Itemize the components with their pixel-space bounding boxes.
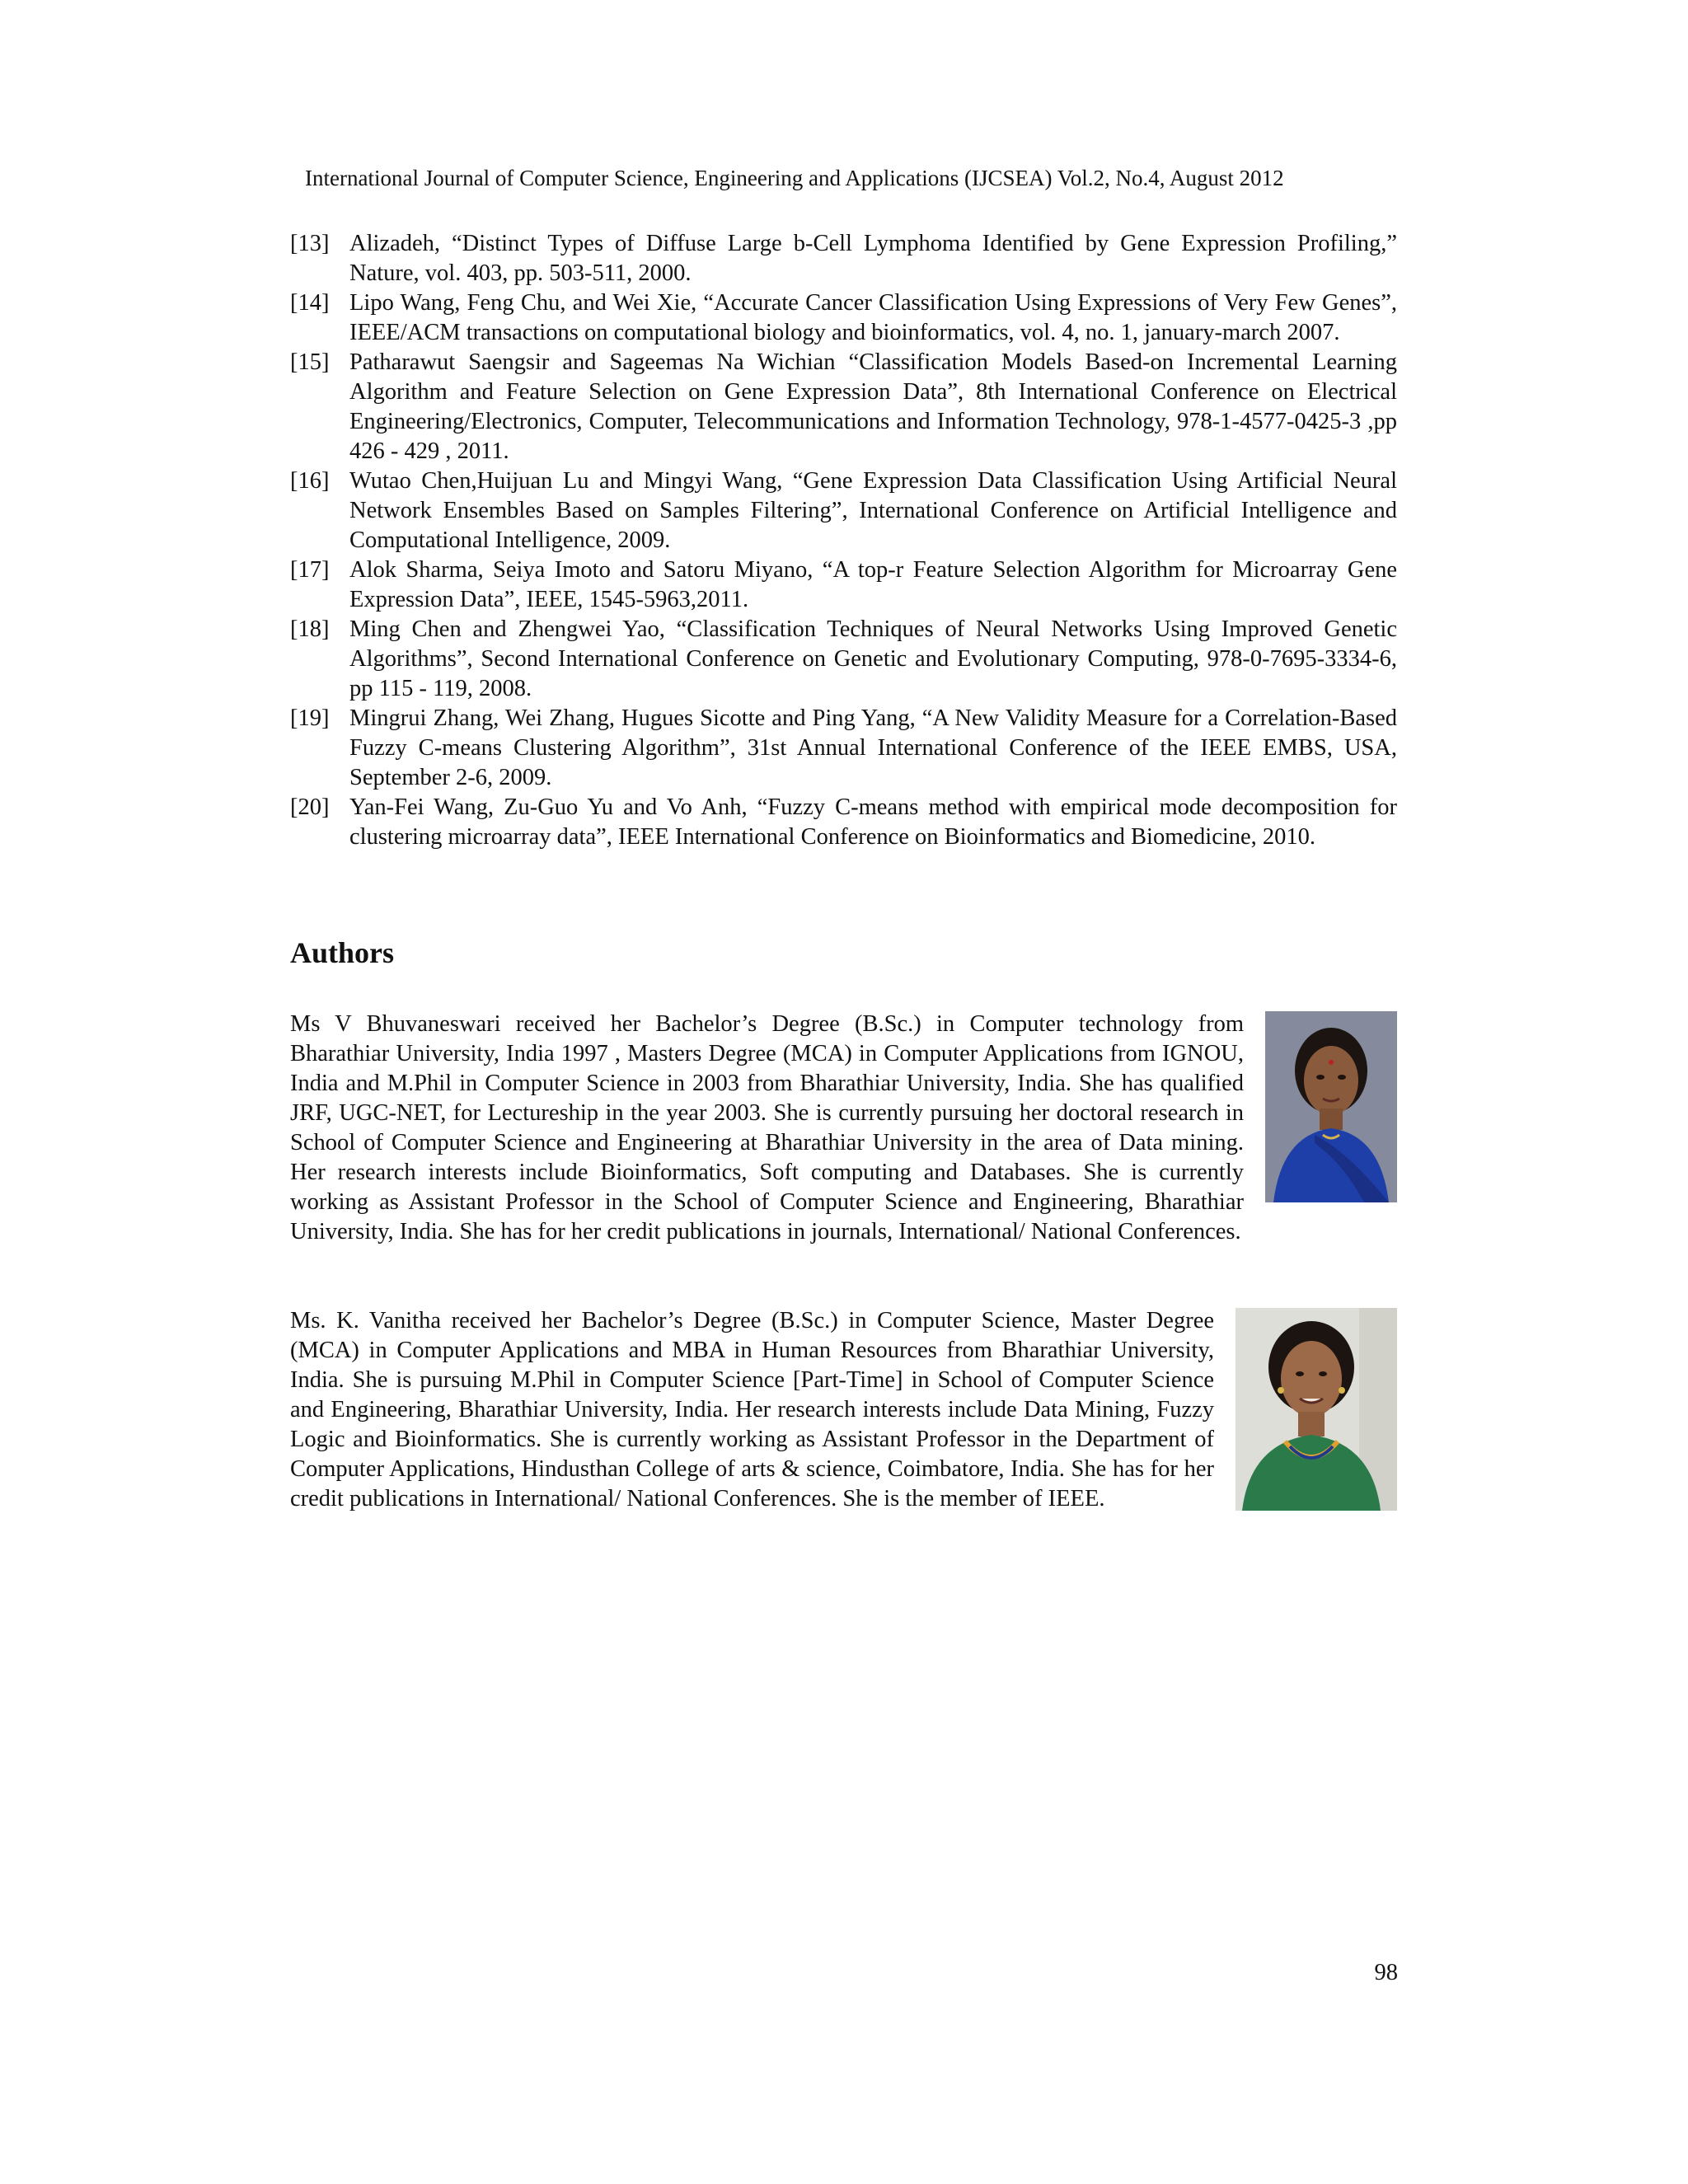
reference-number: [14] — [290, 290, 330, 316]
reference-item — [290, 348, 1397, 466]
reference-number: [19] — [290, 705, 330, 731]
reference-text: Wutao Chen,Huijuan Lu and Mingyi Wang, “Gene Expression Data Classification Using Artificial Neural Network Ensembles Based on Samples Filtering”, International Conference on Artificial Intelligence and Computational Intelligence, 2009. — [349, 468, 1397, 553]
author-photo-vanitha — [1236, 1308, 1397, 1511]
reference-number: [20] — [290, 794, 330, 820]
reference-item — [290, 793, 1397, 852]
reference-item — [290, 466, 1397, 555]
reference-text: Lipo Wang, Feng Chu, and Wei Xie, “Accurate Cancer Classification Using Expressions of Very Few Genes”, IEEE/ACM transactions on computational biology and bioinformatics, vol. 4, no. 1, january-march 2007. — [349, 290, 1397, 345]
author-bio-vanitha — [290, 1306, 1397, 1516]
author-bio-text: Ms. K. Vanitha received her Bachelor’s Degree (B.Sc.) in Computer Science, Master Degree (MCA) in Computer Applications and MBA in Human Resources from Bharathiar University, India. She is pursuing M.Phil in Computer Science [Part-Time] in School of Computer Science and Engineering, Bharathiar University, India. Her research interests include Data Mining, Fuzzy Logic and Bioinformatics. She is currently working as Assistant Professor in the Department of Computer Applications, Hindusthan College of arts & science, Coimbatore, India. She has for her credit publications in International/ National Conferences. She is the member of IEEE. — [290, 1308, 1214, 1511]
reference-number: [18] — [290, 616, 330, 642]
reference-list — [290, 229, 1397, 852]
author-bio-text: Ms V Bhuvaneswari received her Bachelor’s Degree (B.Sc.) in Computer technology from Bharathiar University, India 1997 , Masters Degree (MCA) in Computer Applications from IGNOU, India and M.Phil in Computer Science in 2003 from Bharathiar University, India. She has qualified JRF, UGC-NET, for Lectureship in the year 2003. She is currently pursuing her doctoral research in School of Computer Science and Engineering at Bharathiar University in the area of Data mining. Her research interests include Bioinformatics, Soft computing and Databases. She is currently working as Assistant Professor in the School of Computer Science and Engineering, Bharathiar University, India. She has for her credit publications in journals, International/ National Conferences. — [290, 1011, 1244, 1244]
author-bio-bhuvaneswari — [290, 1010, 1397, 1247]
reference-item — [290, 555, 1397, 615]
reference-text: Mingrui Zhang, Wei Zhang, Hugues Sicotte and Ping Yang, “A New Validity Measure for a Correlation-Based Fuzzy C-means Clustering Algorithm”, 31st Annual International Conference of the IEEE EMBS, USA, September 2-6, 2009. — [349, 705, 1397, 790]
reference-text: Ming Chen and Zhengwei Yao, “Classification Techniques of Neural Networks Using Improved Genetic Algorithms”, Second International Conference on Genetic and Evolutionary Computing, 978-0-7695-3334-6, pp 115 - 119, 2008. — [349, 616, 1397, 701]
reference-number: [13] — [290, 231, 330, 256]
running-header: International Journal of Computer Science, Engineering and Applications (IJCSEA) Vol.2, No.4, August 2012 — [305, 166, 1284, 190]
reference-item — [290, 288, 1397, 348]
reference-number: [17] — [290, 557, 330, 583]
reference-number: [15] — [290, 349, 330, 375]
authors-heading: Authors — [290, 936, 395, 969]
reference-item — [290, 704, 1397, 793]
reference-number: [16] — [290, 468, 330, 494]
reference-text: Patharawut Saengsir and Sageemas Na Wichian “Classification Models Based-on Incremental Learning Algorithm and Feature Selection on Gene Expression Data”, 8th International Conference on Electrical Engineering/Electronics, Computer, Telecommunications and Information Technology, 978-1-4577-0425-3 ,pp 426 - 429 , 2011. — [349, 349, 1397, 464]
reference-item — [290, 615, 1397, 704]
author-photo-bhuvaneswari — [1265, 1011, 1397, 1202]
reference-item — [290, 229, 1397, 288]
reference-text: Yan-Fei Wang, Zu-Guo Yu and Vo Anh, “Fuzzy C-means method with empirical mode decomposition for clustering microarray data”, IEEE International Conference on Bioinformatics and Biomedicine, 2010. — [349, 794, 1397, 850]
reference-text: Alok Sharma, Seiya Imoto and Satoru Miyano, “A top-r Feature Selection Algorithm for Microarray Gene Expression Data”, IEEE, 1545-5963,2011. — [349, 557, 1397, 612]
page-number: 98 — [1374, 1960, 1398, 1985]
reference-text: Alizadeh, “Distinct Types of Diffuse Large b-Cell Lymphoma Identified by Gene Expression Profiling,” Nature, vol. 403, pp. 503-511, 2000. — [349, 231, 1397, 286]
